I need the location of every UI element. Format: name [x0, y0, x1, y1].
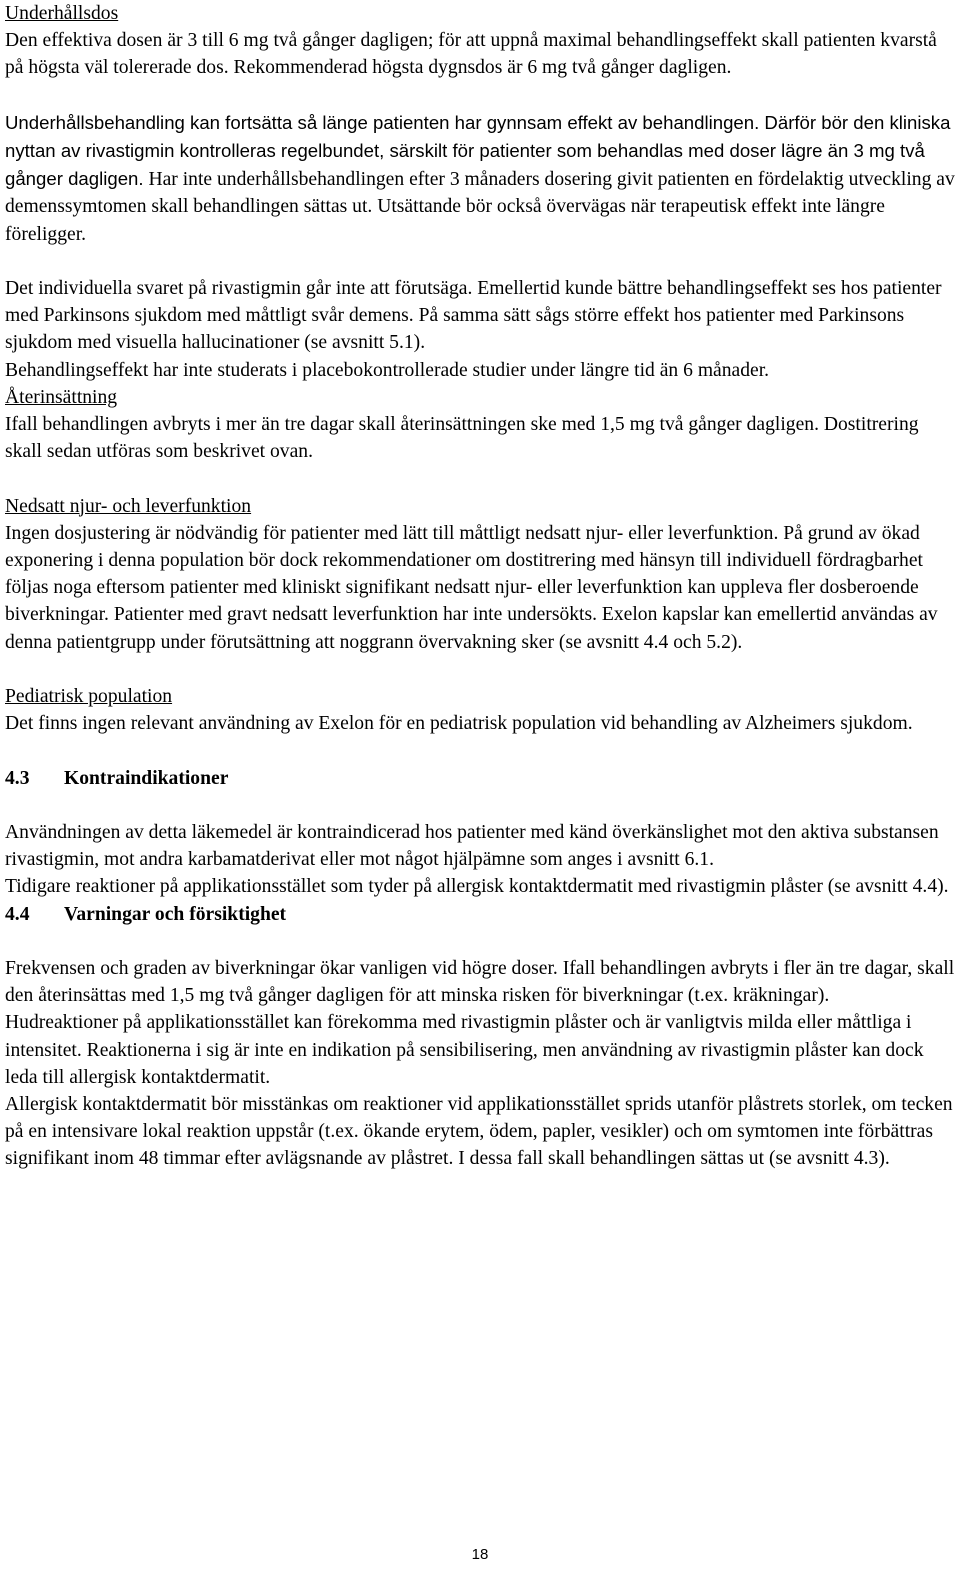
section-number-4-4: 4.4: [5, 903, 30, 925]
section-number-4-3: 4.3: [5, 767, 30, 789]
paragraph-adverse-frequency: Frekvensen och graden av biverkningar ökar vanligen vid högre doser. Ifall behandlingen avbryts i fler än tre dagar, skall den återinsättas med 1,5 mg två gånger dagligen för att minska risken för biverkningar (t.ex. kräkningar).: [5, 958, 955, 1007]
paragraph-maintenance-sans-part: Underhållsbehandling kan fortsätta så länge patienten har gynnsam effekt av behandlingen. Därför bör den kliniska nyttan av rivastigmin kontrolleras regelbundet, särskilt för patienter som behandlas med doser lägre än 3 mg två gånger dagligen.: [5, 111, 951, 190]
heading-underhallsdos: Underhållsdos: [5, 3, 119, 24]
section-aterinsattning: [5, 384, 955, 466]
paragraph-allergic-dermatitis: Allergisk kontaktdermatit bör misstänkas om reaktioner vid applikationsstället sprids utanför plåstrets storlek, om tecken på en intensivare lokal reaktion uppstår (t.ex. ökande erytem, ödem, papler, vesikler) och om symtomen inte förbättras signifikant inom 48 timmar efter avlägsnande av plåstret. I dessa fall skall behandlingen sättas ut (se avsnitt 4.3).: [5, 1094, 953, 1170]
section-title-4-4: Varningar och försiktighet: [64, 903, 287, 925]
section-title-4-3: Kontraindikationer: [64, 767, 229, 789]
paragraph-previous-reactions: Tidigare reaktioner på applikationsstället som tyder på allergisk kontaktdermatit med rivastigmin plåster (se avsnitt 4.4).: [5, 876, 949, 898]
heading-pediatrisk: Pediatrisk population: [5, 686, 173, 708]
heading-aterinsattning: Återinsättning: [5, 386, 118, 408]
paragraph-maintenance-serif-part: Har inte underhållsbehandlingen efter 3 månaders dosering givit patienten en fördelaktig utveckling av demenssymtomen skall behandlingen sättas ut. Utsättande bör också övervägas när terapeutisk effekt inte längre föreligger.: [5, 169, 955, 245]
paragraph-maintenance-treatment: [5, 109, 955, 248]
paragraph-skin-reactions: Hudreaktioner på applikationsstället kan förekomma med rivastigmin plåster och är vanligtvis milda eller måttliga i intensitet. Reaktionerna i sig är inte en indikation på sensibilisering, men användning av rivastigmin plåster kan dock leda till allergisk kontaktdermatit.: [5, 1012, 924, 1088]
section-nedsatt-funktion: [5, 493, 955, 656]
paragraph-aterinsattning: Ifall behandlingen avbryts i mer än tre dagar skall återinsättningen ske med 1,5 mg två gånger dagligen. Dostitrering skall sedan utföras som beskrivet ovan.: [5, 414, 919, 463]
document-page: [5, 0, 955, 1173]
paragraph-effective-dose: Den effektiva dosen är 3 till 6 mg två gånger dagligen; för att uppnå maximal behandlingseffekt skall patienten kvarstå på högsta väl tolererade dos. Rekommenderad högsta dygnsdos är 6 mg två gånger dagligen.: [5, 30, 937, 79]
section-pediatrisk: [5, 683, 955, 737]
section-heading-4-3: [5, 765, 955, 792]
paragraph-nedsatt-funktion: Ingen dosjustering är nödvändig för patienter med lätt till måttligt nedsatt njur- eller leverfunktion. På grund av ökad exponering i denna population bör dock rekommendationer om dostitrering med hänsyn till individuell fördragbarhet följas noga eftersom patienter med kliniskt signifikant nedsatt njur- eller leverfunktion kan uppleva fler dosberoende biverkningar. Patienter med gravt nedsatt leverfunktion har inte undersökts. Exelon kapslar kan emellertid användas av denna patientgrupp under förutsättning att noggrann övervakning sker (se avsnitt 4.4 och 5.2).: [5, 522, 938, 653]
section-underhallsdos: [5, 0, 955, 82]
paragraph-pediatrisk: Det finns ingen relevant användning av Exelon för en pediatrisk population vid behandling av Alzheimers sjukdom.: [5, 713, 913, 735]
paragraph-individual-response: Det individuella svaret på rivastigmin går inte att förutsäga. Emellertid kunde bättre behandlingseffekt ses hos patienter med Parkinsons sjukdom med måttligt svår demens. På samma sätt sågs större effekt hos patienter med Parkinsons sjukdom med visuella hallucinationer (se avsnitt 5.1).: [5, 278, 942, 354]
paragraph-treatment-effect-duration: Behandlingseffekt har inte studerats i placebokontrollerade studier under längre tid än 6 månader.: [5, 359, 770, 381]
page-number: 18: [471, 1546, 489, 1563]
section-heading-4-4: [5, 901, 955, 928]
paragraph-contraindication: Användningen av detta läkemedel är kontraindicerad hos patienter med känd överkänslighet mot den aktiva substansen rivastigmin, mot andra karbamatderivat eller mot något hjälpämne som anges i avsnitt 6.1.: [5, 822, 939, 871]
heading-nedsatt-funktion: Nedsatt njur- och leverfunktion: [5, 495, 252, 517]
